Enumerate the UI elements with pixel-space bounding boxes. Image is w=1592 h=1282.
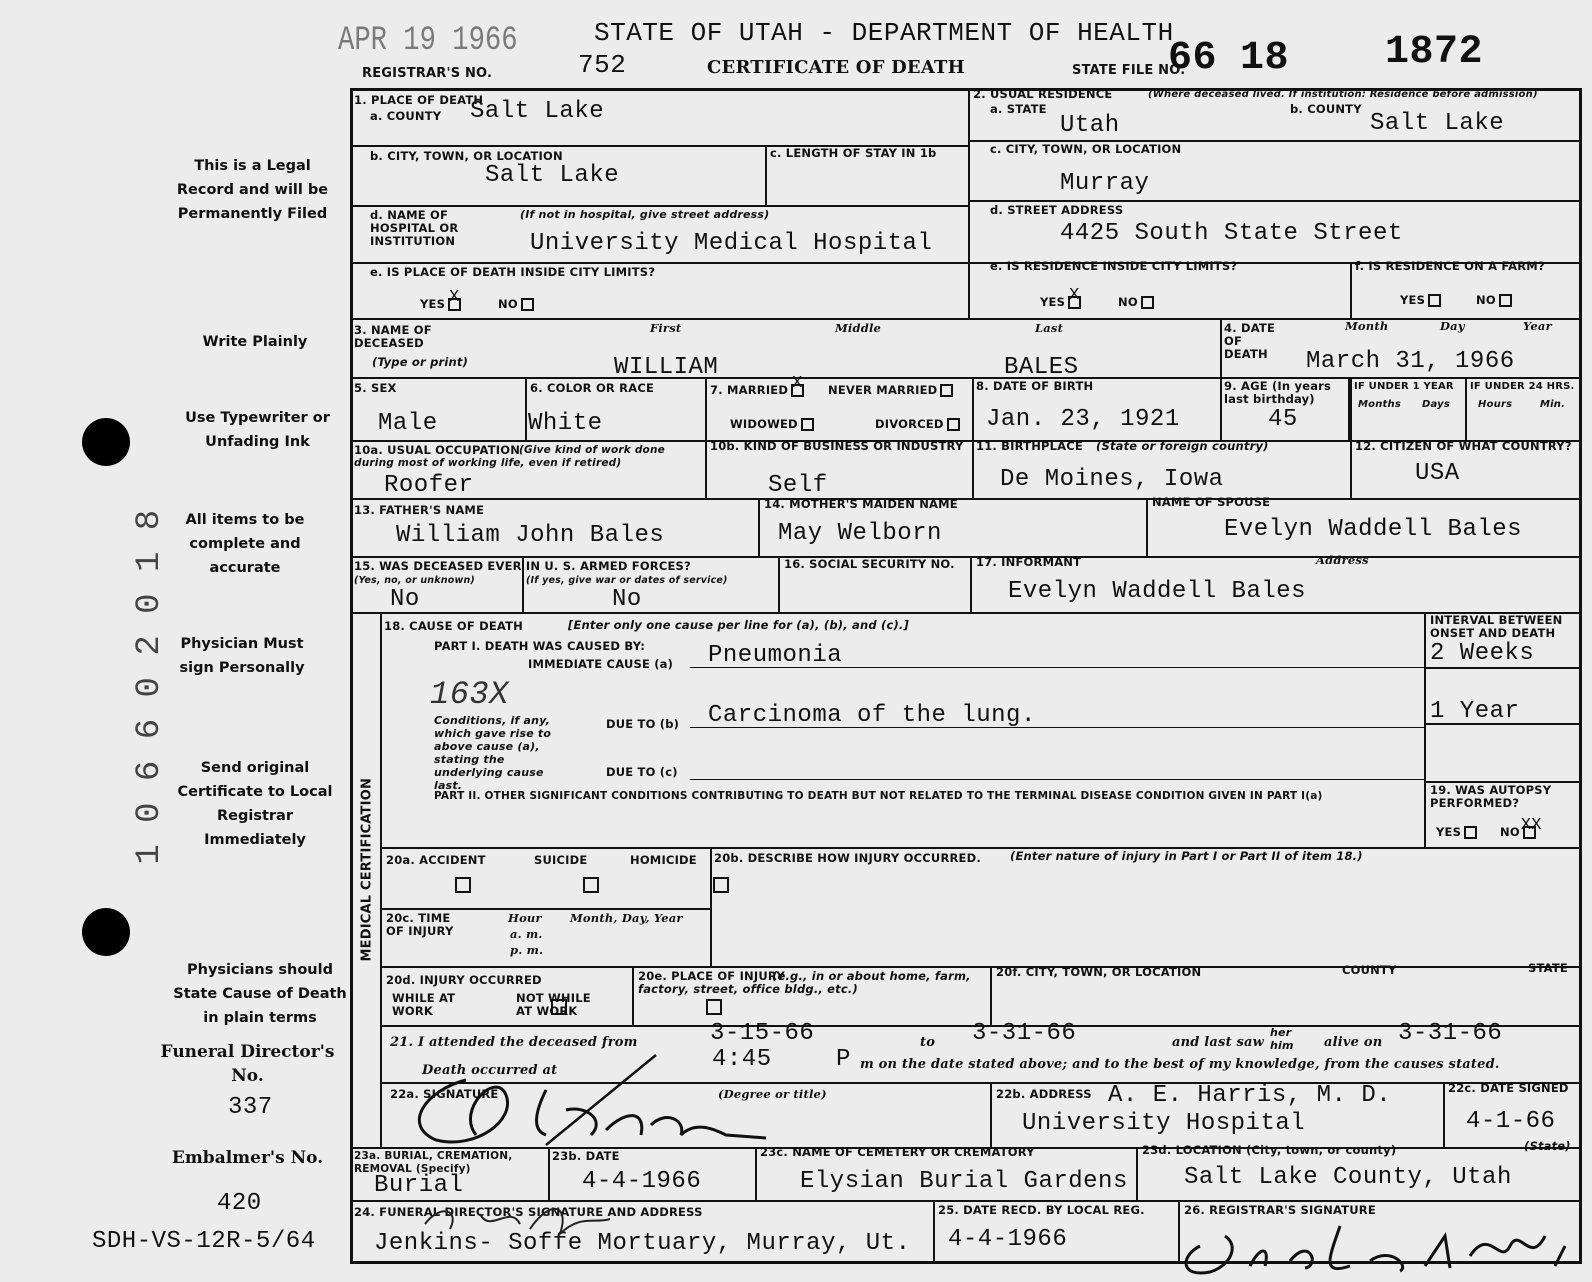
label-year: Year	[1523, 319, 1552, 333]
embalmer-label: Embalmer's No.	[171, 1148, 324, 1168]
attended-to: 3-31-66	[972, 1020, 1077, 1047]
occupation: Roofer	[384, 472, 474, 499]
label-and-last-saw: and last saw	[1172, 1035, 1265, 1050]
label-describe-injury: 20b. DESCRIBE HOW INJURY OCCURRED.	[714, 851, 981, 865]
homicide-checkbox[interactable]	[713, 877, 729, 893]
interval-b: 1 Year	[1430, 698, 1520, 725]
label-funeral-director-sig: 24. FUNERAL DIRECTOR'S SIGNATURE AND ADDRESS	[354, 1205, 703, 1219]
label-am: a. m.	[510, 927, 543, 941]
label-her-him: her him	[1270, 1026, 1294, 1052]
funeral-director-no: 337	[228, 1094, 273, 1121]
label-cause-of-death: 18. CAUSE OF DEATH	[384, 619, 523, 633]
registrars-no: 752	[578, 50, 627, 80]
label-citizen: 12. CITIZEN OF WHAT COUNTRY?	[1355, 439, 1572, 453]
label-homicide: HOMICIDE	[630, 853, 697, 867]
label-state-a: a. STATE	[990, 102, 1047, 116]
married-checkbox[interactable]	[791, 374, 804, 397]
label-usual-residence-note: (Where deceased lived. If institution: Residence before admission)	[1148, 89, 1538, 100]
label-place-of-death: 1. PLACE OF DEATH	[354, 93, 484, 107]
label-date-of-death: 4. DATE OF DEATH	[1224, 321, 1276, 361]
date-stamp: APR 19 1966	[338, 22, 518, 60]
label-death-occurred: Death occurred at	[422, 1063, 558, 1078]
yes-label: YES	[1040, 295, 1066, 309]
label-hospital-note: (If not in hospital, give street address)	[520, 208, 770, 221]
label-birthplace: 11. BIRTHPLACE	[976, 439, 1083, 453]
label-degree: (Degree or title)	[718, 1087, 827, 1101]
label-under-1-year: IF UNDER 1 YEAR	[1354, 381, 1454, 392]
label-address: Address	[1316, 553, 1369, 567]
autopsy-yes-checkbox[interactable]	[1464, 826, 1477, 839]
citizen: USA	[1415, 460, 1460, 487]
label-due-to-b: DUE TO (b)	[606, 717, 680, 731]
burial: Burial	[374, 1172, 464, 1199]
label-res-inside-city-e: e. IS RESIDENCE INSIDE CITY LIMITS?	[990, 259, 1238, 273]
label-armed-forces: 15. WAS DECEASED EVER IN U. S. ARMED FORCES?	[354, 559, 691, 573]
interval-a: 2 Weeks	[1430, 640, 1535, 667]
label-cause-note: [Enter only one cause per line for (a), (b), and (c).]	[568, 618, 909, 632]
state-file-no-c: 1872	[1385, 30, 1484, 75]
label-address-22b: 22b. ADDRESS	[996, 1087, 1092, 1101]
vertical-file-number: 1 0 6 6 0 2 0 1 8	[131, 509, 169, 865]
label-farm-f: f. IS RESIDENCE ON A FARM?	[1355, 259, 1545, 273]
hospital-name: University Medical Hospital	[530, 230, 933, 257]
label-armed-note-2: (If yes, give war or dates of service)	[526, 575, 728, 586]
res-inside-city-yes-mark: X	[1069, 286, 1080, 305]
res-inside-city-yes[interactable]	[1040, 286, 1081, 309]
armed-forces: No	[390, 586, 420, 613]
label-name-deceased: 3. NAME OF DECEASED	[354, 323, 432, 350]
label-describe-note: (Enter nature of injury in Part I or Part II of item 18.)	[1010, 849, 1363, 863]
label-city-b: b. CITY, TOWN, OR LOCATION	[370, 149, 563, 163]
last-name: BALES	[1004, 354, 1079, 381]
never-married-option[interactable]	[828, 384, 953, 397]
label-part1: PART I. DEATH WAS CAUSED BY:	[434, 639, 646, 653]
burial-date: 4-4-1966	[582, 1168, 702, 1195]
sidebar-write-plainly: Write Plainly	[202, 334, 308, 350]
yes-label: YES	[420, 297, 446, 311]
last-saw-date: 3-31-66	[1398, 1020, 1503, 1047]
label-cemetery: 23c. NAME OF CEMETERY OR CREMATORY	[760, 1145, 1035, 1159]
label-month: Month	[1345, 319, 1389, 333]
registrars-no-label: REGISTRAR'S NO.	[362, 66, 493, 81]
residence-city: Murray	[1060, 170, 1150, 197]
residence-street: 4425 South State Street	[1060, 220, 1403, 247]
label-res-city-c: c. CITY, TOWN, OR LOCATION	[990, 142, 1182, 156]
suicide-checkbox[interactable]	[583, 877, 599, 893]
certificate-title: CERTIFICATE OF DEATH	[707, 57, 965, 78]
yes-label: YES	[1436, 825, 1462, 839]
physician-name: A. E. Harris, M. D.	[1108, 1082, 1392, 1109]
residence-state: Utah	[1060, 112, 1120, 139]
divorced-option[interactable]	[875, 418, 960, 431]
label-day: Day	[1440, 319, 1465, 333]
label-days: Days	[1422, 399, 1451, 410]
label-birthplace-note: (State or foreign country)	[1096, 439, 1269, 453]
sidebar-physician-sign: Physician Must sign Personally	[179, 636, 305, 676]
label-place-note: (e.g., in or about home, farm, factory, street, office bldg., etc.)	[638, 969, 971, 996]
label-informant: 17. INFORMANT	[976, 555, 1082, 569]
label-date-stated: m on the date stated above; and to the best of my knowledge, from the causes stated.	[860, 1057, 1500, 1072]
punch-hole-top	[82, 418, 130, 466]
label-medical-certification: MEDICAL CERTIFICATION	[359, 777, 375, 962]
label-ssn: 16. SOCIAL SECURITY NO.	[784, 557, 955, 571]
agency-title: STATE OF UTAH - DEPARTMENT OF HEALTH	[594, 18, 1174, 48]
label-length-of-stay: c. LENGTH OF STAY IN 1b	[770, 146, 937, 160]
widowed-option[interactable]	[730, 418, 814, 431]
no-label: NO	[1476, 293, 1496, 307]
death-county: Salt Lake	[470, 98, 605, 125]
label-min: Min.	[1540, 399, 1566, 410]
time-of-death: 4:45	[712, 1046, 772, 1073]
date-recd: 4-4-1966	[948, 1226, 1068, 1253]
married-option[interactable]	[710, 374, 804, 397]
label-armed-note-1: (Yes, no, or unknown)	[354, 575, 475, 586]
mother-name: May Welborn	[778, 520, 942, 547]
label-hours: Hours	[1478, 399, 1513, 410]
label-type-or-print: (Type or print)	[372, 355, 469, 369]
label-immediate-cause: IMMEDIATE CAUSE (a)	[528, 657, 674, 671]
accident-checkbox[interactable]	[455, 877, 471, 893]
funeral-director: Jenkins- Soffe Mortuary, Murray, Ut.	[374, 1230, 911, 1257]
label-part2: PART II. OTHER SIGNIFICANT CONDITIONS CONTRIBUTING TO DEATH BUT NOT RELATED TO THE TERMINAL DISEASE CONDITION GIVEN IN PART I(a)	[434, 790, 1323, 802]
widowed-label: WIDOWED	[730, 417, 798, 431]
age: 45	[1268, 406, 1298, 433]
label-middle: Middle	[835, 321, 882, 335]
war-service: No	[612, 586, 642, 613]
label-street-d: d. STREET ADDRESS	[990, 203, 1124, 217]
farm-no-checkbox[interactable]	[1499, 294, 1512, 307]
state-file-label: STATE FILE NO.	[1072, 63, 1186, 78]
never-married-checkbox[interactable]	[940, 384, 953, 397]
funeral-director-label: Funeral Director's No.	[160, 1042, 335, 1086]
label-burial: 23a. BURIAL, CREMATION, REMOVAL (Specify)	[354, 1150, 513, 1175]
label-signature: 22a. SIGNATURE	[390, 1087, 499, 1101]
sidebar-typewriter: Use Typewriter or Unfading Ink	[185, 410, 330, 450]
autopsy-no-checkbox[interactable]	[1520, 816, 1542, 839]
sidebar-legal-note: This is a Legal Record and will be Permanently Filed	[176, 158, 329, 222]
no-label: NO	[1500, 825, 1520, 839]
inside-city-no[interactable]	[498, 298, 534, 311]
res-inside-city-yes-checkbox[interactable]	[1068, 286, 1081, 309]
label-county-b: b. COUNTY	[1290, 102, 1362, 116]
inside-city-no-checkbox[interactable]	[521, 298, 534, 311]
farm-yes[interactable]	[1400, 294, 1441, 307]
label-inside-city-e: e. IS PLACE OF DEATH INSIDE CITY LIMITS?	[370, 265, 656, 279]
first-name: WILLIAM	[614, 354, 719, 381]
label-alive-on: alive on	[1324, 1035, 1383, 1050]
business: Self	[768, 472, 828, 499]
label-injury-city: 20f. CITY, TOWN, OR LOCATION	[996, 965, 1202, 979]
autopsy-yes[interactable]	[1436, 826, 1477, 839]
label-business: 10b. KIND OF BUSINESS OR INDUSTRY	[710, 439, 964, 453]
father-name: William John Bales	[396, 522, 665, 549]
label-date-signed: 22c. DATE SIGNED	[1448, 1081, 1569, 1095]
punch-hole-bottom	[82, 908, 130, 956]
death-city: Salt Lake	[485, 162, 620, 189]
label-attended: 21. I attended the deceased from	[390, 1035, 638, 1050]
label-date-23b: 23b. DATE	[552, 1149, 620, 1163]
spouse-name: Evelyn Waddell Bales	[1224, 516, 1523, 543]
label-usual-residence: 2. USUAL RESIDENCE	[973, 87, 1113, 101]
label-suicide: SUICIDE	[534, 853, 588, 867]
married-mark: X	[792, 374, 803, 393]
label-first: First	[650, 321, 682, 335]
label-autopsy: 19. WAS AUTOPSY PERFORMED?	[1430, 783, 1552, 810]
label-spouse: NAME OF SPOUSE	[1152, 495, 1271, 509]
handwritten-code: 163X	[430, 676, 509, 713]
label-age: 9. AGE (In years last birthday)	[1224, 379, 1332, 406]
never-married-label: NEVER MARRIED	[828, 383, 938, 397]
label-state: STATE	[1528, 961, 1568, 975]
date-signed: 4-1-66	[1466, 1108, 1556, 1135]
label-pm: p. m.	[510, 943, 544, 957]
label-months: Months	[1358, 399, 1401, 410]
birthplace: De Moines, Iowa	[1000, 466, 1224, 493]
label-usual-occupation: 10a. USUAL OCCUPATION	[354, 443, 521, 457]
label-date-recd: 25. DATE RECD. BY LOCAL REG.	[938, 1203, 1145, 1217]
widowed-checkbox[interactable]	[801, 418, 814, 431]
label-not-while-at-work: NOT WHILE AT WORK	[516, 991, 591, 1018]
autopsy-no-mark: XX	[1520, 816, 1542, 835]
registrar-signature	[1170, 1203, 1582, 1280]
embalmer-no: 420	[217, 1190, 262, 1217]
label-state-23d: (State)	[1524, 1139, 1571, 1153]
label-interval: INTERVAL BETWEEN ONSET AND DEATH	[1430, 613, 1563, 640]
label-conditions: Conditions, if any, which gave rise to above cause (a), stating the underlying cause last.	[434, 714, 552, 792]
label-while-at-work: WHILE AT WORK	[392, 991, 456, 1018]
residence-county: Salt Lake	[1370, 110, 1505, 137]
inside-city-yes-mark: X	[449, 288, 460, 307]
label-last: Last	[1035, 321, 1064, 335]
sidebar-cause-plain: Physicians should State Cause of Death in plain terms	[173, 962, 347, 1026]
label-county-a: a. COUNTY	[370, 109, 442, 123]
due-to-b: Carcinoma of the lung.	[708, 702, 1036, 729]
label-registrar-sig: 26. REGISTRAR'S SIGNATURE	[1184, 1203, 1376, 1217]
married-label: 7. MARRIED	[710, 383, 789, 397]
label-to: to	[920, 1035, 936, 1050]
physician-address: University Hospital	[1022, 1110, 1306, 1137]
birth-date: Jan. 23, 1921	[986, 406, 1180, 433]
not-while-at-work-checkbox[interactable]	[706, 999, 722, 1015]
time-pm: P	[836, 1046, 851, 1073]
label-time-of-injury: 20c. TIME OF INJURY	[386, 911, 454, 938]
label-accident: 20a. ACCIDENT	[386, 853, 486, 867]
autopsy-no[interactable]	[1500, 816, 1542, 839]
informant: Evelyn Waddell Bales	[1008, 578, 1307, 605]
funeral-director-signature	[420, 1194, 620, 1244]
physician-signature	[396, 1050, 796, 1150]
burial-location: Salt Lake County, Utah	[1184, 1164, 1512, 1191]
res-inside-city-no[interactable]	[1118, 296, 1154, 309]
label-color-race: 6. COLOR OR RACE	[530, 381, 655, 395]
cemetery: Elysian Burial Gardens	[800, 1168, 1128, 1195]
state-file-no-a: 66	[1168, 36, 1218, 81]
label-place-of-injury: 20e. PLACE OF INJURY	[638, 969, 785, 983]
sex: Male	[378, 410, 438, 437]
yes-label: YES	[1400, 293, 1426, 307]
res-inside-city-no-checkbox[interactable]	[1141, 296, 1154, 309]
divorced-checkbox[interactable]	[947, 418, 960, 431]
label-occupation-note: (Give kind of work done during most of working life, even if retired)	[354, 444, 665, 469]
immediate-cause: Pneumonia	[708, 642, 843, 669]
state-file-no-b: 18	[1240, 36, 1290, 81]
label-hour: Hour	[508, 911, 542, 925]
label-location-23d: 23d. LOCATION (City, town, or county)	[1142, 1143, 1397, 1157]
label-month-day-year: Month, Day, Year	[570, 911, 683, 925]
farm-yes-checkbox[interactable]	[1428, 294, 1441, 307]
sidebar-send-original: Send original Certificate to Local Registrar Immediately	[177, 760, 333, 848]
label-due-to-c: DUE TO (c)	[606, 765, 678, 779]
sidebar-complete: All items to be complete and accurate	[185, 512, 305, 576]
label-fathers-name: 13. FATHER'S NAME	[354, 503, 485, 517]
divorced-label: DIVORCED	[875, 417, 944, 431]
label-under-24-hrs: IF UNDER 24 HRS.	[1470, 381, 1575, 392]
attended-from: 3-15-66	[710, 1020, 815, 1047]
label-date-of-birth: 8. DATE OF BIRTH	[976, 379, 1094, 393]
no-label: NO	[498, 297, 518, 311]
farm-no[interactable]	[1476, 294, 1512, 307]
race: White	[528, 410, 603, 437]
label-hospital-d: d. NAME OF HOSPITAL OR INSTITUTION	[370, 208, 459, 248]
label-county: COUNTY	[1342, 963, 1397, 977]
label-sex: 5. SEX	[354, 381, 397, 395]
label-injury-occurred: 20d. INJURY OCCURRED	[386, 973, 542, 987]
death-date: March 31, 1966	[1306, 348, 1515, 375]
form-id: SDH-VS-12R-5/64	[92, 1228, 316, 1255]
label-mothers-name: 14. MOTHER'S MAIDEN NAME	[764, 497, 958, 511]
no-label: NO	[1118, 295, 1138, 309]
inside-city-yes-checkbox[interactable]	[448, 288, 461, 311]
inside-city-yes[interactable]	[420, 288, 461, 311]
